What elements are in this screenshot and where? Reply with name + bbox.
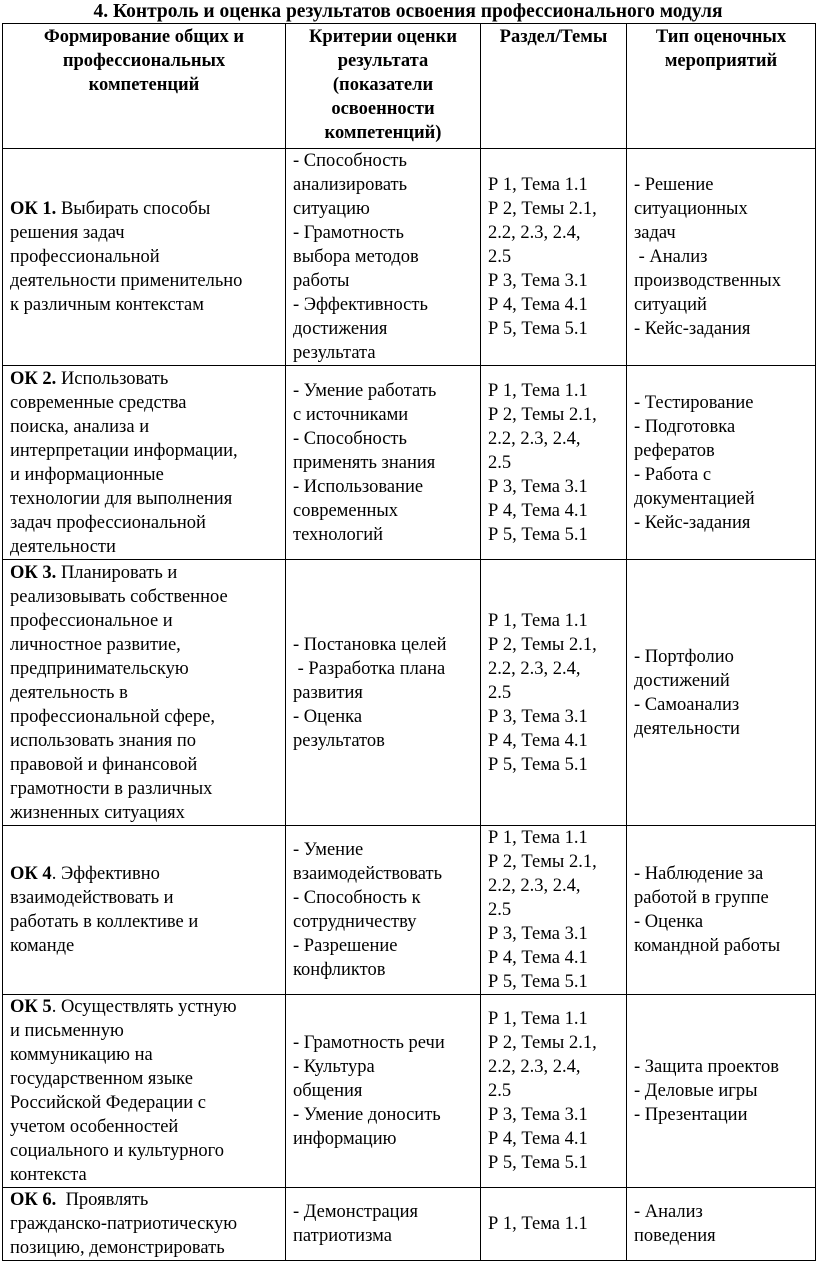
competence-line: деятельность в — [10, 682, 128, 703]
criteria-line: - Постановка целей — [293, 634, 447, 655]
header-line: компетенций — [88, 75, 200, 95]
competence-line: технологии для выполнения — [10, 488, 233, 509]
topics-cell — [481, 560, 627, 826]
competence-line: личностное развитие, — [10, 634, 181, 655]
criteria-line: конфликтов — [293, 960, 386, 980]
criteria-line: - Оценка — [293, 706, 363, 727]
competence-line: использовать знания по — [10, 730, 197, 751]
topic-line: Р 5, Тема 5.1 — [488, 972, 588, 992]
topic-line: Р 1, Тема 1.1 — [488, 175, 588, 195]
competence-text: Проявлять — [56, 1190, 149, 1210]
table-row — [3, 995, 816, 1188]
competence-line — [10, 1188, 280, 1212]
criteria-line: результатов — [293, 730, 385, 751]
criteria-cell — [286, 995, 481, 1188]
topic-line: 2.5 — [488, 682, 512, 703]
table-row — [3, 560, 816, 826]
topics-cell — [481, 995, 627, 1188]
topic-line: 2.2, 2.3, 2.4, — [488, 223, 581, 243]
assessment-cell — [627, 995, 816, 1188]
criteria-line: достижения — [293, 319, 388, 339]
topic-line: Р 3, Тема 3.1 — [488, 476, 588, 497]
competence-code: ОК 4 — [10, 864, 52, 884]
section-title: 4. Контроль и оценка результатов освоения профессионального модуля — [93, 1, 723, 22]
competence-line: к различным контекстам — [10, 295, 204, 315]
topic-line: 2.5 — [488, 1081, 512, 1101]
table-row — [3, 1188, 816, 1261]
assessment-line: - Наблюдение за — [634, 864, 764, 884]
competence-line: современные средства — [10, 392, 187, 413]
criteria-line: - Умение — [293, 840, 364, 860]
competence-text: Выбирать способы — [56, 199, 211, 219]
criteria-line: патриотизма — [293, 1226, 392, 1246]
topic-line: Р 4, Тема 4.1 — [488, 295, 588, 315]
criteria-line: - Грамотность — [293, 223, 404, 243]
criteria-cell — [286, 366, 481, 560]
assessment-line: - Самоанализ — [634, 694, 740, 715]
criteria-line: развития — [293, 682, 363, 703]
assessment-line: - Оценка — [634, 912, 704, 932]
competence-line: государственном языке — [10, 1069, 193, 1089]
competence-cell — [3, 995, 286, 1188]
assessment-table — [2, 23, 816, 1261]
topic-line: Р 2, Темы 2.1, — [488, 1033, 597, 1053]
competence-line: и информационные — [10, 464, 164, 485]
competence-code: ОК 5 — [10, 997, 52, 1017]
criteria-line: - Умение работать — [293, 380, 437, 401]
header-line: Формирование общих и — [43, 27, 245, 47]
table-row — [3, 366, 816, 560]
criteria-line: - Демонстрация — [293, 1202, 418, 1222]
competence-line: поиска, анализа и — [10, 416, 150, 437]
topic-line: Р 4, Тема 4.1 — [488, 500, 588, 521]
criteria-line: современных — [293, 500, 399, 521]
criteria-cell — [286, 149, 481, 366]
topics-cell — [481, 366, 627, 560]
criteria-line: - Умение доносить — [293, 1105, 441, 1125]
criteria-line: с источниками — [293, 404, 409, 425]
criteria-line: - Использование — [293, 476, 424, 497]
criteria-cell — [286, 826, 481, 995]
topic-line: 2.2, 2.3, 2.4, — [488, 876, 581, 896]
competence-line: грамотности в различных — [10, 778, 213, 799]
header-line: профессиональных — [62, 51, 226, 71]
competence-text: . Осуществлять устную — [51, 997, 237, 1017]
criteria-cell — [286, 1188, 481, 1261]
topic-line: 2.5 — [488, 247, 512, 267]
criteria-line: взаимодействовать — [293, 864, 443, 884]
competence-line: правовой и финансовой — [10, 754, 198, 775]
criteria-line: работы — [293, 271, 350, 291]
competence-cell — [3, 366, 286, 560]
topic-line: Р 1, Тема 1.1 — [488, 380, 588, 401]
criteria-line: технологий — [293, 524, 384, 545]
competence-line: гражданско-патриотическую — [10, 1214, 238, 1234]
assessment-cell — [627, 149, 816, 366]
competence-line: взаимодействовать и — [10, 888, 174, 908]
topics-cell — [481, 826, 627, 995]
competence-line: задач профессиональной — [10, 512, 206, 533]
header-criteria — [286, 24, 481, 149]
competence-line: социального и культурного — [10, 1141, 224, 1161]
assessment-line: - Кейс-задания — [634, 319, 751, 339]
criteria-cell — [286, 560, 481, 826]
topic-line: Р 3, Тема 3.1 — [488, 706, 588, 727]
competence-line: интерпретации информации, — [10, 440, 238, 461]
competence-line: позицию, демонстрировать — [10, 1238, 225, 1258]
assessment-line: производственных — [634, 271, 781, 291]
assessment-line: - Портфолио — [634, 646, 734, 667]
criteria-line: ситуацию — [293, 199, 370, 219]
competence-cell — [3, 826, 286, 995]
header-line: компетенций) — [324, 123, 442, 143]
topics-cell — [481, 1188, 627, 1261]
assessment-line: - Защита проектов — [634, 1057, 779, 1077]
topic-line: 2.2, 2.3, 2.4, — [488, 658, 581, 679]
criteria-line: общения — [293, 1081, 363, 1101]
topic-line: Р 4, Тема 4.1 — [488, 1129, 588, 1149]
assessment-line: поведения — [634, 1226, 716, 1246]
competence-line: решения задач — [10, 223, 125, 243]
assessment-line: - Презентации — [634, 1105, 748, 1125]
assessment-line: ситуаций — [634, 295, 707, 315]
header-line: Тип оценочных — [655, 27, 787, 47]
criteria-line: анализировать — [293, 175, 408, 195]
criteria-line: результата — [293, 343, 376, 363]
competence-line: работать в коллективе и — [10, 912, 199, 932]
competence-line: деятельности — [10, 536, 116, 557]
topic-line: 2.2, 2.3, 2.4, — [488, 1057, 581, 1077]
competence-cell — [3, 1188, 286, 1261]
competence-cell — [3, 560, 286, 826]
competence-text: . Эффективно — [51, 864, 160, 884]
competence-code: ОК 6. — [10, 1190, 57, 1210]
assessment-line: деятельности — [634, 718, 740, 739]
assessment-line: - Подготовка — [634, 416, 736, 437]
competence-line: учетом особенностей — [10, 1117, 179, 1137]
criteria-line: - Способность — [293, 428, 407, 449]
assessment-line: - Работа с — [634, 464, 712, 485]
assessment-line: - Деловые игры — [634, 1081, 758, 1101]
competence-code: ОК 2. — [10, 368, 57, 389]
competence-line: и письменную — [10, 1021, 124, 1041]
topic-line: Р 3, Тема 3.1 — [488, 1105, 588, 1125]
competence-line: контекста — [10, 1165, 87, 1185]
topic-line: 2.5 — [488, 452, 512, 473]
header-line: освоенности — [331, 99, 435, 119]
assessment-line: - Тестирование — [634, 392, 754, 413]
competence-line: Российской Федерации с — [10, 1093, 207, 1113]
criteria-line: - Способность — [293, 151, 407, 171]
header-assessment-types — [627, 24, 816, 149]
competence-code: ОК 1. — [10, 199, 57, 219]
topic-line: Р 2, Темы 2.1, — [488, 634, 597, 655]
header-line: (показатели — [332, 75, 434, 95]
topic-line: Р 4, Тема 4.1 — [488, 948, 588, 968]
competence-text: Планировать и — [56, 562, 178, 583]
competence-line: профессиональное и — [10, 610, 173, 631]
competence-line: жизненных ситуациях — [10, 802, 185, 823]
topics-cell — [481, 149, 627, 366]
header-competences — [3, 24, 286, 149]
assessment-cell — [627, 826, 816, 995]
topic-line: Р 1, Тема 1.1 — [488, 1214, 588, 1234]
competence-line: коммуникацию на — [10, 1045, 153, 1065]
topic-line: Р 1, Тема 1.1 — [488, 1009, 588, 1029]
table-row — [3, 826, 816, 995]
assessment-cell — [627, 1188, 816, 1261]
topic-line: Р 1, Тема 1.1 — [488, 610, 588, 631]
topic-line: Р 4, Тема 4.1 — [488, 730, 588, 751]
topic-line: Р 5, Тема 5.1 — [488, 1153, 588, 1173]
topic-line: Р 5, Тема 5.1 — [488, 524, 588, 545]
assessment-line: ситуационных — [634, 199, 748, 219]
competence-line — [10, 862, 280, 886]
assessment-line: рефератов — [634, 440, 715, 461]
criteria-line: выбора методов — [293, 247, 419, 267]
criteria-line: - Грамотность речи — [293, 1033, 445, 1053]
assessment-line: - Решение — [634, 175, 714, 195]
assessment-line: работой в группе — [634, 888, 769, 908]
topic-line: Р 5, Тема 5.1 — [488, 754, 588, 775]
criteria-line: сотрудничеству — [293, 912, 417, 932]
assessment-cell — [627, 366, 816, 560]
assessment-line: - Анализ — [634, 1202, 703, 1222]
criteria-line: - Разрешение — [293, 936, 398, 956]
assessment-line: командной работы — [634, 936, 781, 956]
topic-line: 2.5 — [488, 900, 512, 920]
assessment-cell — [627, 560, 816, 826]
competence-code: ОК 3. — [10, 562, 57, 583]
topic-line: Р 2, Темы 2.1, — [488, 852, 597, 872]
criteria-line: - Разработка плана — [293, 658, 446, 679]
competence-cell — [3, 149, 286, 366]
competence-line: команде — [10, 936, 75, 956]
competence-text: Использовать — [56, 368, 169, 389]
competence-line — [10, 995, 280, 1019]
assessment-line: задач — [634, 223, 676, 243]
header-line: Раздел/Темы — [499, 27, 608, 47]
topic-line: Р 5, Тема 5.1 — [488, 319, 588, 339]
header-line: мероприятий — [664, 51, 778, 71]
competence-line — [10, 197, 280, 221]
topic-line: Р 2, Темы 2.1, — [488, 404, 597, 425]
header-topics — [481, 24, 627, 149]
topic-line: Р 3, Тема 3.1 — [488, 271, 588, 291]
header-row — [3, 24, 816, 149]
header-line: результата — [337, 51, 429, 71]
assessment-line: - Анализ — [634, 247, 708, 267]
criteria-line: - Культура — [293, 1057, 375, 1077]
assessment-line: документацией — [634, 488, 755, 509]
topic-line: Р 3, Тема 3.1 — [488, 924, 588, 944]
competence-line: профессиональной — [10, 247, 160, 267]
competence-line: профессиональной сфере, — [10, 706, 215, 727]
assessment-line: достижений — [634, 670, 730, 691]
criteria-line: информацию — [293, 1129, 397, 1149]
competence-line: реализовывать собственное — [10, 586, 228, 607]
competence-line: предпринимательскую — [10, 658, 189, 679]
topic-line: Р 1, Тема 1.1 — [488, 828, 588, 848]
competence-line — [10, 367, 280, 391]
criteria-line: - Способность к — [293, 888, 421, 908]
assessment-line: - Кейс-задания — [634, 512, 751, 533]
table-row — [3, 149, 816, 366]
criteria-line: применять знания — [293, 452, 436, 473]
competence-line: деятельности применительно — [10, 271, 243, 291]
topic-line: Р 2, Темы 2.1, — [488, 199, 597, 219]
topic-line: 2.2, 2.3, 2.4, — [488, 428, 581, 449]
criteria-line: - Эффективность — [293, 295, 428, 315]
competence-line — [10, 561, 280, 585]
header-line: Критерии оценки — [309, 27, 457, 47]
